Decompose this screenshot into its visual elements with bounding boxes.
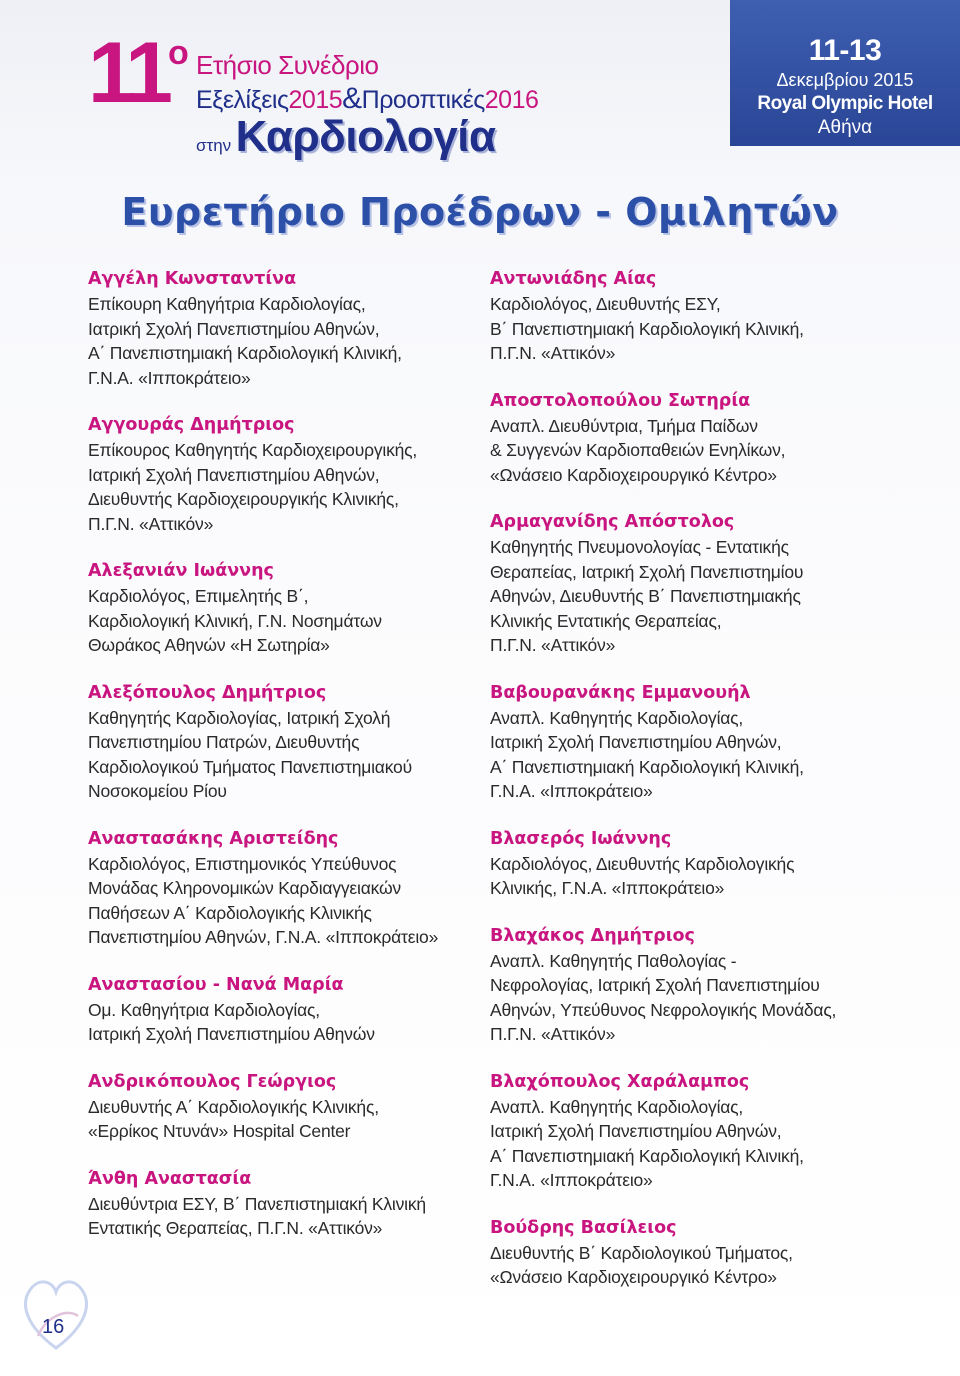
speaker-entry (490, 509, 910, 658)
speaker-name: Αλεξανιάν Ιωάννης (88, 561, 274, 581)
speaker-name: Αναστασάκης Αριστείδης (88, 828, 339, 849)
speaker-affiliation-line: Ιατρική Σχολή Πανεπιστημίου Αθηνών, (88, 464, 380, 485)
left-column (88, 266, 508, 1263)
speaker-affiliation-line: Θωράκος Αθηνών «Η Σωτηρία» (88, 635, 330, 655)
theme-year-2: 2016 (484, 86, 539, 114)
conference-subtitle: Ετήσιο Συνέδριο (196, 50, 379, 80)
speaker-affiliation-line: Εντατικής Θεραπείας, Π.Γ.Ν. «Αττικόν» (88, 1218, 383, 1238)
speaker-entry (490, 923, 910, 1047)
theme-word-1: Εξελίξεις (196, 86, 289, 114)
speaker-entry (490, 266, 910, 366)
speaker-affiliation-line: Κλινικής Εντατικής Θεραπείας, (490, 610, 722, 631)
speaker-entry (88, 826, 508, 950)
event-venue: Royal Olympic Hotel (757, 93, 933, 114)
speaker-name: Αναστασίου - Νανά Μαρία (88, 974, 344, 995)
speaker-entry (490, 680, 910, 804)
speaker-affiliation-line: Π.Γ.Ν. «Αττικόν» (490, 343, 616, 363)
speaker-affiliation-line: Καρδιολογικού Τμήματος Πανεπιστημιακού (88, 756, 412, 777)
page-footer (16, 1256, 96, 1356)
speaker-entry (490, 826, 910, 901)
speaker-name: Αγγέλη Κωνσταντίνα (88, 269, 297, 289)
speaker-affiliation-line: Γ.Ν.Α. «Ιπποκράτειο» (490, 781, 653, 801)
speaker-affiliation-line: Καρδιολόγος, Επιμελητής Β΄, (88, 586, 309, 606)
speaker-affiliation-line: Διευθυντής Β΄ Καρδιολογικού Τμήματος, (490, 1242, 793, 1263)
speaker-entry (88, 680, 508, 804)
speaker-affiliation-line: Α΄ Πανεπιστημιακή Καρδιολογική Κλινική, (88, 343, 402, 363)
speaker-affiliation-line: Καρδιολόγος, Διευθυντής ΕΣΥ, (490, 294, 721, 314)
speaker-entry (88, 972, 508, 1047)
theme-ampersand: & (342, 82, 362, 115)
event-month: Δεκεμβρίου 2015 (776, 70, 914, 90)
speaker-affiliation-line: Γ.Ν.Α. «Ιπποκράτειο» (88, 367, 251, 388)
speaker-name: Βλαχάκος Δημήτριος (490, 925, 695, 946)
speaker-affiliation-line: Ιατρική Σχολή Πανεπιστημίου Αθηνών, (490, 732, 782, 752)
speaker-affiliation-line: Καρδιολόγος, Διευθυντής Καρδιολογικής (490, 853, 795, 874)
speaker-entry (88, 558, 508, 658)
speaker-affiliation-line: «Ωνάσειο Καρδιοχειρουργικό Κέντρο» (490, 1267, 777, 1287)
speaker-affiliation-line: Καρδιολόγος, Επιστημονικός Υπεύθυνος (88, 853, 397, 874)
event-city: Αθήνα (817, 117, 873, 138)
speaker-affiliation-line: Α΄ Πανεπιστημιακή Καρδιολογική Κλινική, (490, 756, 804, 777)
speaker-affiliation-line: Π.Γ.Ν. «Αττικόν» (490, 1024, 616, 1044)
speaker-affiliation-line: Καθηγητής Πνευμονολογίας - Εντατικής (490, 537, 789, 557)
speaker-name: Ανδρικόπουλος Γεώργιος (88, 1071, 337, 1092)
event-info-box (730, 0, 960, 146)
speaker-affiliation-line: Α΄ Πανεπιστημιακή Καρδιολογική Κλινική, (490, 1145, 804, 1166)
speaker-affiliation-line: Π.Γ.Ν. «Αττικόν» (490, 635, 616, 655)
speaker-name: Βαβουρανάκης Εμμανουήλ (490, 682, 751, 703)
speaker-name: Άνθη Αναστασία (88, 1168, 252, 1189)
event-dates: 11-13 (808, 34, 882, 67)
speaker-affiliation-line: Κλινικής, Γ.Ν.Α. «Ιπποκράτειο» (490, 878, 725, 898)
edition-number: 11 (88, 25, 167, 121)
speaker-affiliation-line: Νοσοκομείου Ρίου (88, 781, 227, 801)
theme-year-1: 2015 (288, 86, 343, 114)
speaker-affiliation-line: Καθηγητής Καρδιολογίας, Ιατρική Σχολή (88, 707, 391, 728)
speaker-affiliation-line: «Ωνάσειο Καρδιοχειρουργικό Κέντρο» (490, 464, 777, 485)
speaker-entry (88, 266, 508, 390)
speaker-entry (490, 388, 910, 488)
speaker-entry (88, 1166, 508, 1241)
speaker-affiliation-line: Αναπλ. Καθηγητής Παθολογίας - (490, 950, 737, 971)
speaker-affiliation-line: Νεφρολογίας, Ιατρική Σχολή Πανεπιστημίου (490, 975, 820, 995)
field-prefix: στην (196, 136, 232, 155)
speaker-entry (490, 1069, 910, 1193)
speaker-name: Βούδρης Βασίλειος (490, 1217, 677, 1238)
speaker-affiliation-line: Μονάδας Κληρονομικών Καρδιαγγειακών (88, 878, 401, 898)
speaker-affiliation-line: Γ.Ν.Α. «Ιπποκράτειο» (490, 1170, 653, 1190)
right-column (490, 266, 910, 1312)
conference-header (0, 0, 960, 180)
edition-superscript: ο (168, 34, 189, 72)
conference-theme (196, 82, 538, 116)
page-number: 16 (42, 1316, 65, 1338)
speaker-affiliation-line: Αναπλ. Καθηγητής Καρδιολογίας, (490, 1096, 744, 1117)
speaker-affiliation-line: & Συγγενών Καρδιοπαθειών Ενηλίκων, (490, 440, 786, 460)
speaker-affiliation-line: Θεραπείας, Ιατρική Σχολή Πανεπιστημίου (490, 561, 804, 582)
speaker-entry (490, 1215, 910, 1290)
speaker-affiliation-line: Β΄ Πανεπιστημιακή Καρδιολογική Κλινική, (490, 318, 804, 339)
field-name: Καρδιολογία (235, 112, 496, 161)
speaker-affiliation-line: «Ερρίκος Ντυνάν» Hospital Center (88, 1121, 351, 1141)
speaker-name: Αγγουράς Δημήτριος (88, 415, 295, 435)
speaker-affiliation-line: Διευθύντρια ΕΣΥ, Β΄ Πανεπιστημιακή Κλινική (88, 1193, 426, 1214)
theme-word-2: Προοπτικές (361, 86, 485, 114)
speaker-affiliation-line: Διευθυντής Καρδιοχειρουργικής Κλινικής, (88, 489, 399, 509)
speaker-name: Βλαχόπουλος Χαράλαμπος (490, 1071, 750, 1092)
speaker-affiliation-line: Ιατρική Σχολή Πανεπιστημίου Αθηνών, (490, 1121, 782, 1141)
speaker-affiliation-line: Ιατρική Σχολή Πανεπιστημίου Αθηνών, (88, 318, 380, 339)
speaker-name: Αντωνιάδης Αίας (490, 269, 657, 289)
speaker-name: Αλεξόπουλος Δημήτριος (88, 682, 327, 703)
speaker-affiliation-line: Πανεπιστημίου Αθηνών, Γ.Ν.Α. «Ιπποκράτειο» (88, 927, 439, 947)
speaker-entry (88, 1069, 508, 1144)
speaker-affiliation-line: Αθηνών, Διευθυντής Β΄ Πανεπιστημιακής (490, 586, 801, 606)
speaker-name: Αρμαγανίδης Απόστολος (490, 512, 735, 532)
speaker-name: Αποστολοπούλου Σωτηρία (490, 390, 751, 411)
speaker-affiliation-line: Καρδιολογική Κλινική, Γ.Ν. Νοσημάτων (88, 610, 382, 631)
heart-outline-icon (16, 1256, 96, 1356)
speaker-affiliation-line: Αναπλ. Καθηγητής Καρδιολογίας, (490, 707, 744, 728)
page-title: Ευρετήριο Προέδρων - Ομιλητών (121, 190, 839, 234)
speaker-name: Βλασερός Ιωάννης (490, 828, 672, 849)
speaker-affiliation-line: Παθήσεων Α΄ Καρδιολογικής Κλινικής (88, 902, 372, 923)
speaker-affiliation-line: Αναπλ. Διευθύντρια, Τμήμα Παίδων (490, 415, 758, 436)
speaker-affiliation-line: Ιατρική Σχολή Πανεπιστημίου Αθηνών (88, 1024, 375, 1044)
speaker-affiliation-line: Αθηνών, Υπεύθυνος Νεφρολογικής Μονάδας, (490, 999, 837, 1020)
speaker-affiliation-line: Π.Γ.Ν. «Αττικόν» (88, 513, 214, 534)
conference-field (196, 112, 496, 162)
speaker-affiliation-line: Ομ. Καθηγήτρια Καρδιολογίας, (88, 999, 320, 1020)
speaker-affiliation-line: Επίκουρη Καθηγήτρια Καρδιολογίας, (88, 294, 366, 314)
speaker-affiliation-line: Διευθυντής Α΄ Καρδιολογικής Κλινικής, (88, 1096, 379, 1117)
speaker-affiliation-line: Πανεπιστημίου Πατρών, Διευθυντής (88, 732, 360, 752)
speaker-entry (88, 412, 508, 536)
speaker-affiliation-line: Επίκουρος Καθηγητής Καρδιοχειρουργικής, (88, 440, 418, 460)
